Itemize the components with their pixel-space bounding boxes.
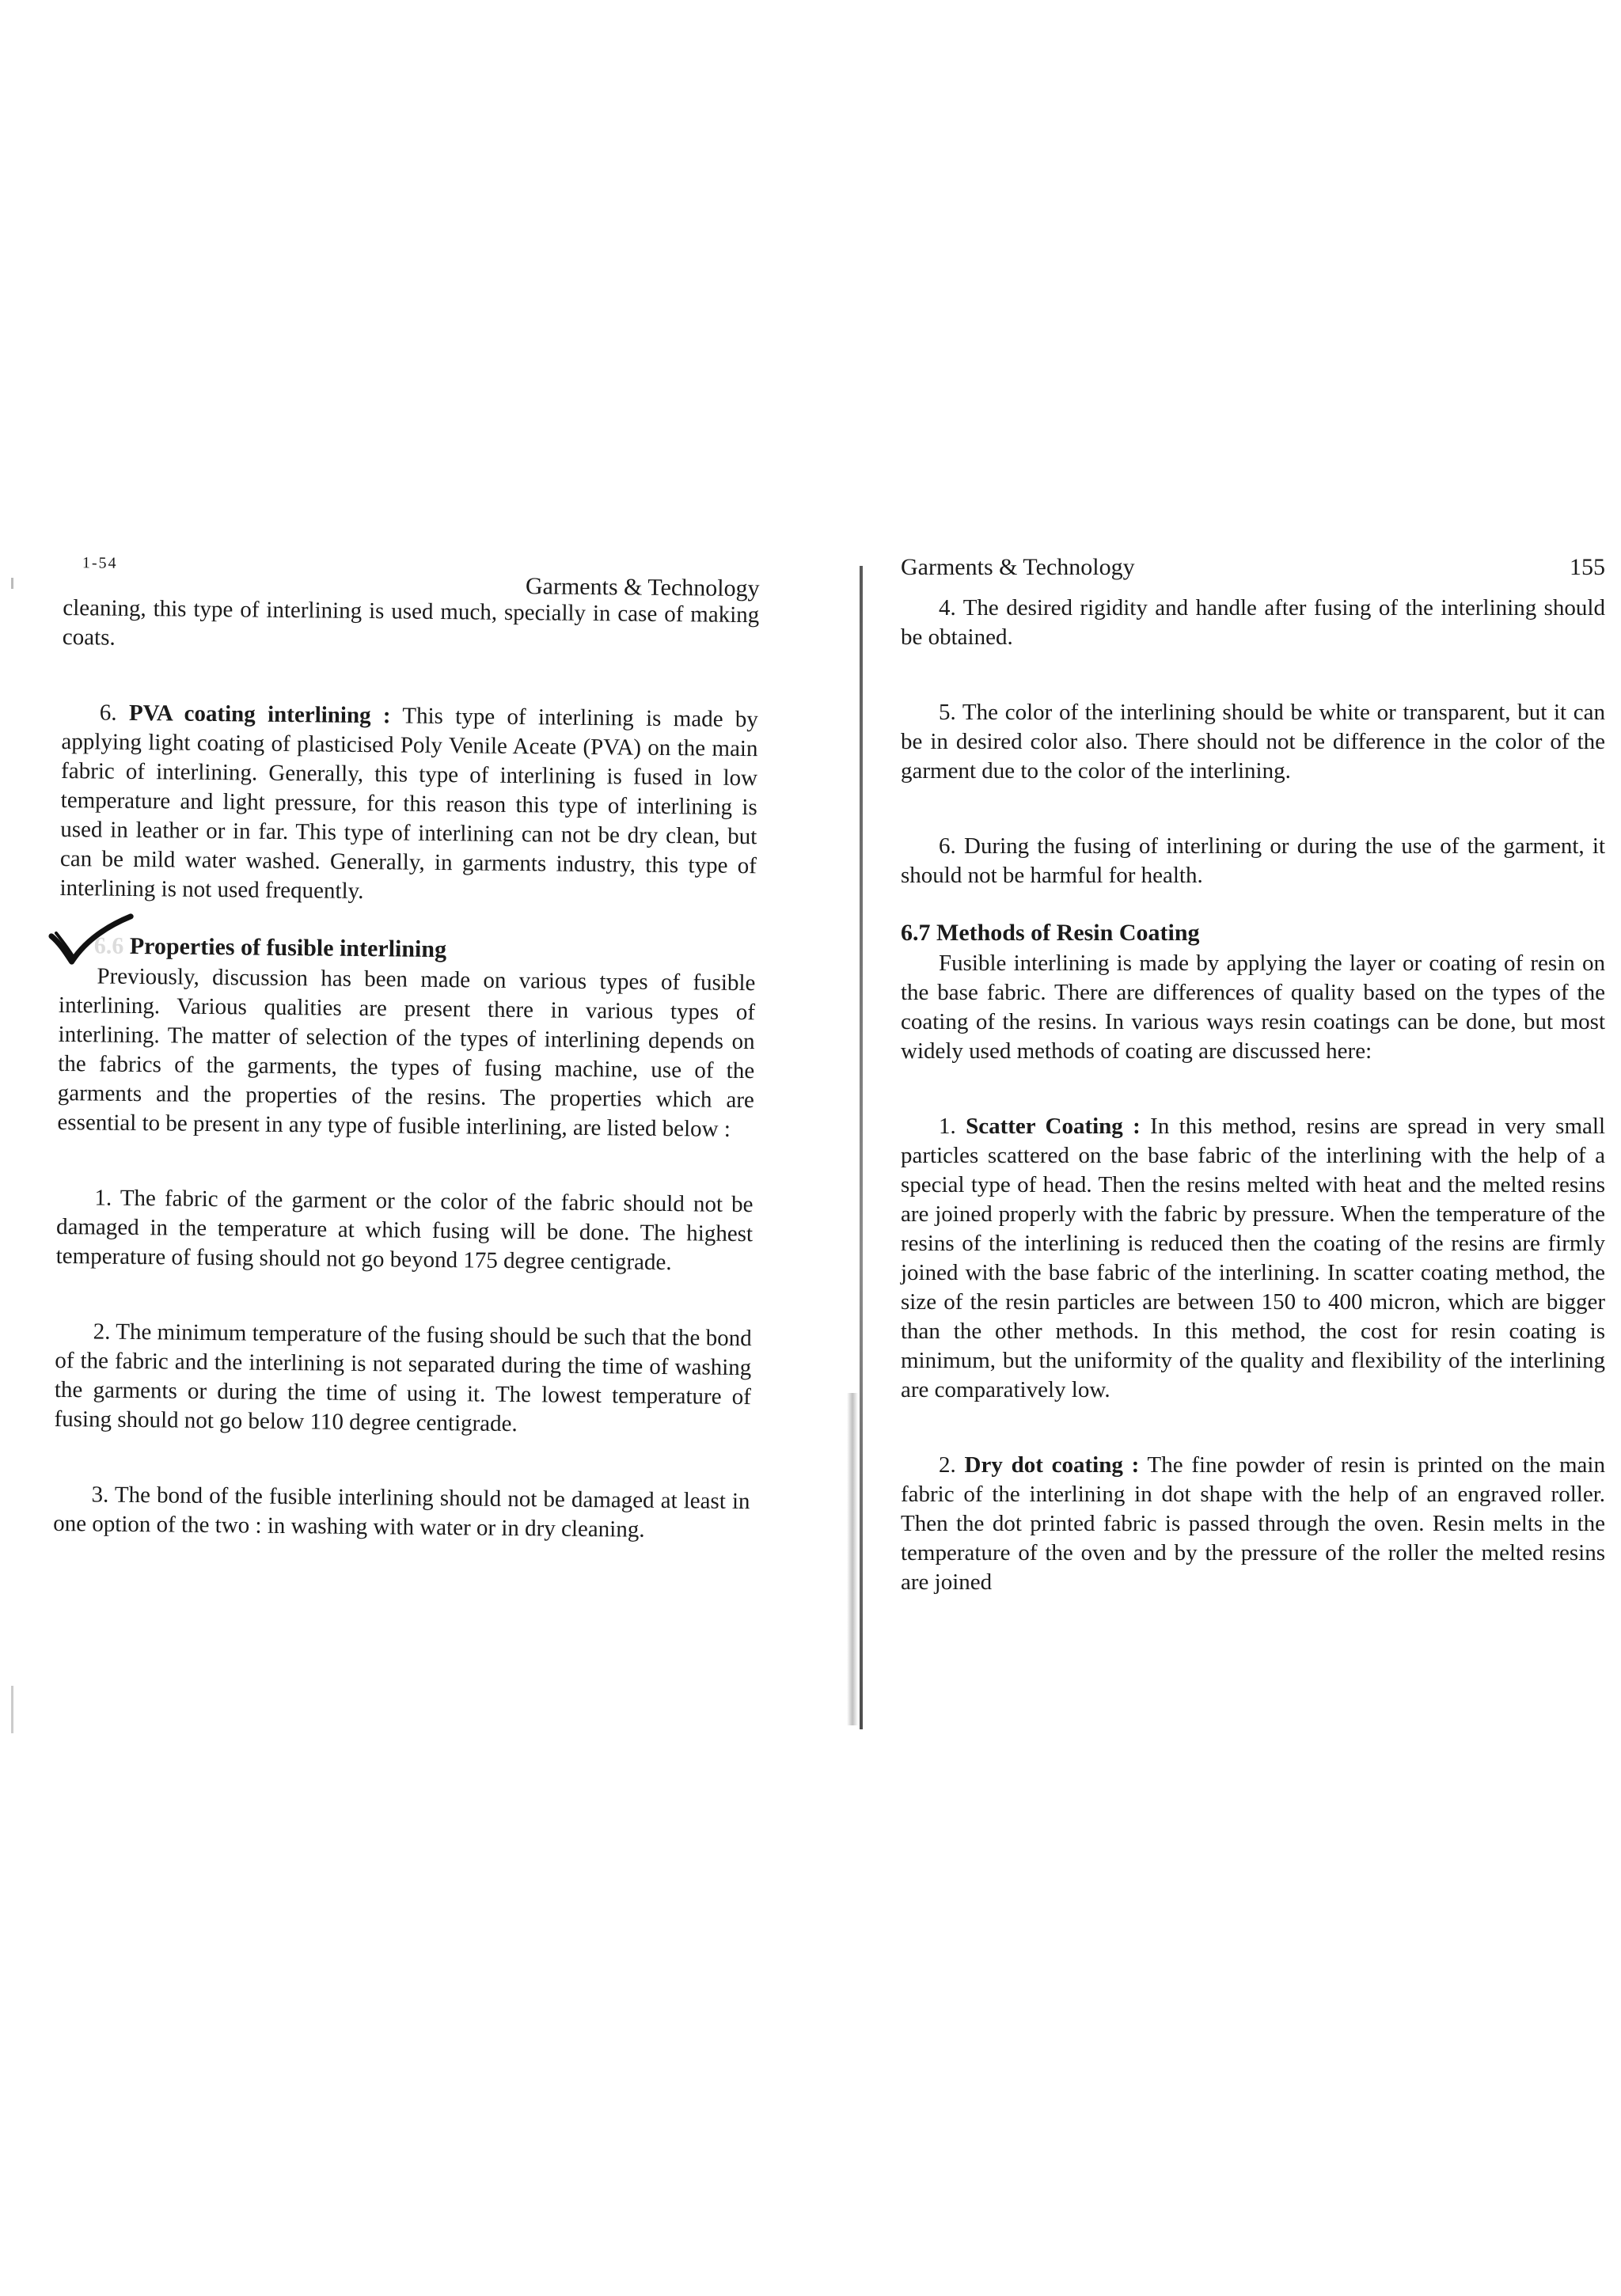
carry-over-paragraph: cleaning, this type of interlining is used much, specially in case of making coats. <box>62 594 760 651</box>
item-number: 2. <box>93 1319 111 1345</box>
item-text: During the fusing of interlining or during the use of the garment, it should not be harmful for health. <box>901 833 1606 888</box>
running-head <box>63 554 760 602</box>
item-text: The color of the interlining should be white or transparent, but it can be in desired color also. There should not be difference in the color of the garment due to the color of the interlining. <box>901 700 1605 784</box>
item-number: 2. <box>939 1452 956 1478</box>
property-item-1 <box>56 1183 754 1278</box>
gutter-shadow <box>847 1393 858 1725</box>
property-item-5 <box>901 698 1605 786</box>
item-number: 1. <box>939 1114 956 1139</box>
item-number: 6. <box>939 833 956 859</box>
item-heading: PVA coating interlining : <box>128 700 391 729</box>
item-heading: Dry dot coating : <box>964 1452 1140 1478</box>
book-gutter <box>860 566 863 1729</box>
page-edge-mark <box>11 1686 13 1733</box>
item-text: In this method, resins are spread in very small particles scattered on the base fabric of the interlining with the help of a special type of head. Then the resins melted with heat and the melted resins are joined properly with the fabric by pressure. When the temperature of the resins of the interlining is reduced then the coating of the resins are firmly joined with the base fabric of the interlining. In scatter coating method, the size of the resin particles are between 150 to 400 micron, which are bigger than the other methods. In this method, the cost for resin coating is minimum, but the uniformity of the quality and flexibility of the interlining are comparatively low. <box>901 1114 1605 1402</box>
left-page <box>53 554 760 1546</box>
item-text: The fine powder of resin is printed on the main fabric of the interlining in dot shape with the help of an engraved roller. Then the dot printed fabric is passed through the oven. Resin melts in the temperature of the oven and by the pressure of the roller the melted resins are joined <box>901 1452 1605 1595</box>
item-number: 5. <box>939 700 956 725</box>
page-number: 1-54 <box>82 554 118 572</box>
page-number: 155 <box>1570 554 1605 580</box>
property-item-3 <box>53 1480 750 1546</box>
item-number: 4. <box>939 595 956 620</box>
item-text: The bond of the fusible interlining should not be damaged at least in one option of the two : in washing with water or in dry cleaning. <box>53 1482 750 1543</box>
right-page <box>901 554 1605 1597</box>
section-intro: Previously, discussion has been made on various types of fusible interlining. Various qualities are present there in various types of interlining. The matter of selection of the types of interlining depends on the fabrics of the garments, the types of fusing machine, use of the garments and the properties of the resins. The properties which are essential to be present in any type of fusible interlining, are listed below : <box>57 963 756 1142</box>
section-6-6 <box>57 930 756 1144</box>
item-pva-coating <box>59 698 758 910</box>
section-title: Properties of fusible interlining <box>129 932 447 963</box>
method-dry-dot-coating <box>901 1451 1605 1597</box>
item-text: The fabric of the garment or the color of the fabric should not be damaged in the temperature at which fusing will be done. The highest temperature of fusing should not go beyond 175 degree centigrade. <box>55 1185 754 1276</box>
method-scatter-coating <box>901 1112 1605 1405</box>
running-head-title: Garments & Technology <box>525 573 760 602</box>
running-head-title: Garments & Technology <box>901 554 1135 580</box>
item-number: 6. <box>99 700 117 726</box>
item-text: The desired rigidity and handle after fusing of the interlining should be obtained. <box>901 595 1605 650</box>
item-number: 3. <box>91 1482 109 1508</box>
item-text: The minimum temperature of the fusing should be such that the bond of the fabric and the interlining is not separated during the time of washing the garments or during the time of using it. The lowest temperature of fusing should not go below 110 degree centigrade. <box>54 1319 752 1437</box>
property-item-2 <box>54 1317 752 1441</box>
property-item-6 <box>901 832 1605 890</box>
section-heading-6-7: 6.7 Methods of Resin Coating <box>901 920 1200 946</box>
page-edge-mark <box>11 578 13 589</box>
item-number: 1. <box>94 1185 112 1211</box>
running-head <box>901 554 1605 586</box>
section-number: 6.6 <box>93 932 124 959</box>
property-item-4 <box>901 594 1605 652</box>
item-heading: Scatter Coating : <box>966 1114 1141 1139</box>
section-intro: Fusible interlining is made by applying the layer or coating of resin on the base fabric. There are differences of quality based on the types of the coating of the resins. In various ways resin coatings can be done, but most widely used methods of coating are discussed here: <box>901 951 1605 1064</box>
item-text: This type of interlining is made by applying light coating of plasticised Poly Venile Aceate (PVA) on the main fabric of interlining. Generally, this type of interlining is fused in low temperature and light pressure, for this reason this type of interlining is used in leather or in far. This type of interlining can not be dry clean, but can be mild water washed. Generally, in garments industry, this type of interlining is not used frequently. <box>59 703 759 904</box>
